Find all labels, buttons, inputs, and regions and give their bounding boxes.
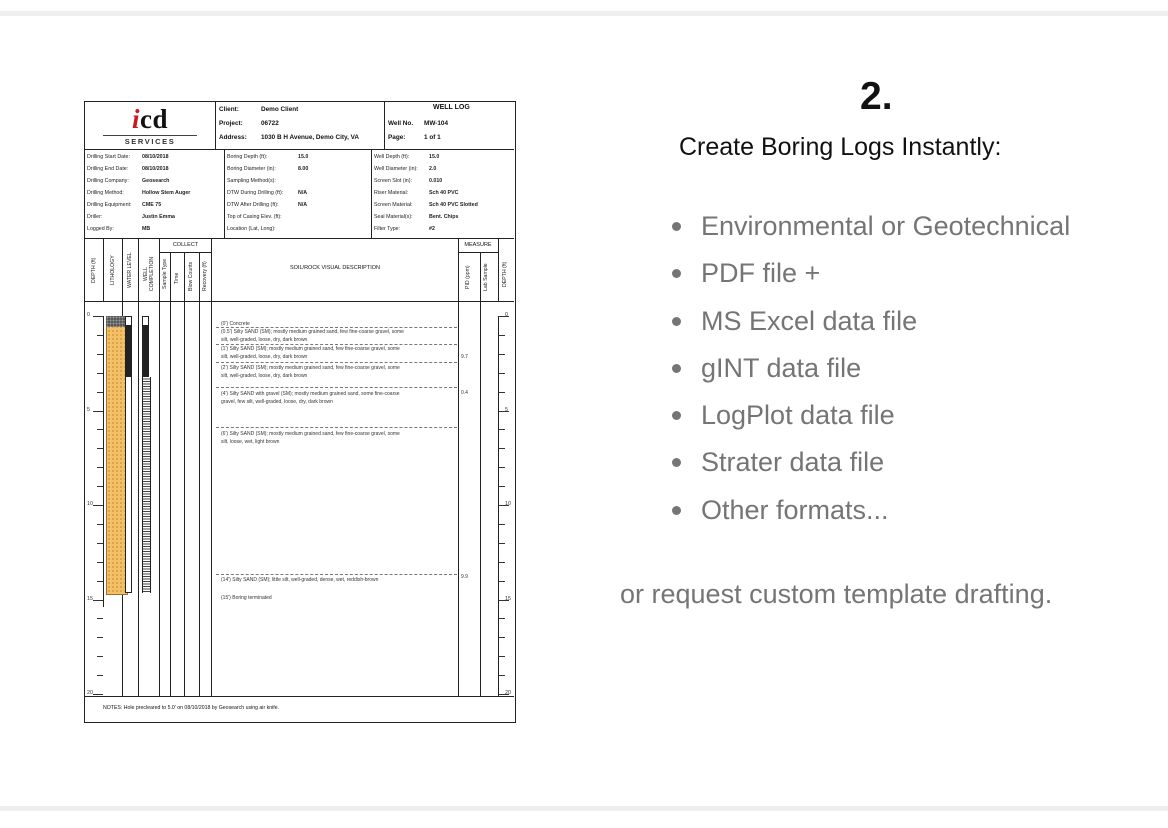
feature-item — [670, 349, 1070, 396]
bullet-icon — [672, 364, 681, 373]
depth-tick — [97, 486, 103, 487]
description-entry — [221, 594, 272, 602]
info-value: Geosearch — [142, 178, 170, 184]
depth-tick — [97, 543, 103, 544]
info-row — [87, 214, 175, 220]
depth-tick — [499, 373, 505, 374]
info-label: Drilling Start Date: — [87, 154, 130, 160]
depth-tick — [499, 543, 505, 544]
depth-tick — [499, 354, 505, 355]
description-entry — [221, 390, 400, 406]
description-line: silt, loose, wet, light brown — [221, 439, 280, 445]
depth-tick — [97, 524, 103, 525]
description-line: (1') Silty SAND (SM); mostly medium grained sand, few fine-coarse gravel, some — [221, 346, 400, 352]
info-label: DTW After Drilling (ft): — [227, 202, 279, 208]
drilling-info-col3 — [372, 150, 514, 238]
lab-sample-header: Lab Sample — [483, 263, 489, 291]
description-entry — [221, 328, 404, 344]
info-row — [87, 178, 170, 184]
drilling-info-col2 — [225, 150, 372, 238]
info-value: 0.010 — [429, 178, 443, 184]
well-completion-header: WELL COMPLETION — [143, 256, 155, 292]
depth-tick — [97, 656, 103, 657]
info-row — [227, 202, 308, 208]
info-label: Sampling Method(s): — [227, 178, 276, 184]
info-value: 15.0 — [429, 154, 440, 160]
description-line: silt, well-graded, loose, dry, dark brown — [221, 354, 308, 360]
info-value: MB — [142, 226, 151, 232]
info-value: 8.00 — [298, 166, 309, 172]
depth-tick-label: 20 — [87, 690, 93, 696]
info-row — [87, 226, 151, 232]
info-label: Drilling Company: — [87, 178, 129, 184]
info-row — [374, 202, 478, 208]
info-value: CME 75 — [142, 202, 162, 208]
depth-tick — [93, 505, 103, 506]
info-label: Driller: — [87, 214, 103, 220]
info-row — [227, 178, 276, 184]
pid-reading: 9.9 — [461, 574, 468, 580]
depth-tick — [499, 637, 505, 638]
seal-right — [143, 325, 148, 377]
info-row — [374, 166, 437, 172]
info-row — [227, 190, 308, 196]
pid-header: PID (ppm) — [465, 265, 471, 289]
description-separator — [216, 427, 457, 428]
seal-left — [126, 325, 131, 377]
description-separator — [216, 574, 457, 575]
bullet-icon — [672, 458, 681, 467]
depth-tick-label: 10 — [87, 501, 93, 507]
headline: Create Boring Logs Instantly: — [679, 133, 1002, 161]
address-value: 1030 B H Avenue, Demo City, VA — [261, 134, 360, 141]
info-row — [374, 178, 443, 184]
depth-tick — [97, 354, 103, 355]
feature-item — [670, 254, 1070, 301]
info-label: Drilling End Date: — [87, 166, 129, 172]
sample-type-header: Sample Type — [162, 258, 168, 289]
info-value: 2.0 — [429, 166, 437, 172]
pid-reading: 9.7 — [461, 354, 468, 360]
info-label: Boring Depth (ft): — [227, 154, 268, 160]
info-row — [227, 166, 309, 172]
logo-subtitle: SERVICES — [124, 137, 176, 146]
collect-header: COLLECT — [172, 242, 199, 248]
info-row — [374, 154, 440, 160]
description-entry — [221, 345, 400, 361]
concrete-lithology — [106, 316, 126, 327]
column-headers — [85, 239, 514, 302]
info-value: Bent. Chips — [429, 214, 459, 220]
info-value: 08/10/2018 — [142, 154, 169, 160]
drilling-info — [85, 150, 514, 239]
description-separator — [216, 344, 457, 345]
well-info — [385, 102, 514, 149]
description-entry — [221, 364, 400, 380]
info-row — [87, 154, 169, 160]
depth-tick — [499, 581, 505, 582]
lithology-header: LITHOLOGY — [110, 255, 116, 285]
depth-tick — [499, 562, 505, 563]
description-separator — [216, 387, 457, 388]
feature-label: Environmental or Geotechnical — [701, 211, 1071, 241]
recovery-header: Recovery (ft) — [202, 261, 208, 291]
description-line: silt, well-graded, loose, dry, dark brown — [221, 373, 308, 379]
depth-tick — [499, 467, 505, 468]
feature-label: PDF file + — [701, 258, 821, 289]
info-row — [87, 190, 191, 196]
depth-tick — [499, 524, 505, 525]
description-line: (14') Silty SAND (SM); little silt, well-graded, dense, wet, reddish-brown — [221, 577, 379, 583]
bullet-icon — [672, 411, 681, 420]
feature-item — [670, 207, 1070, 254]
notes-text: NOTES: Hole precleared to 5.0' on 08/10/2018 by Geosearch using air knife. — [103, 705, 280, 711]
info-label: Riser Material: — [374, 190, 409, 196]
client-info — [216, 102, 385, 149]
bullet-icon — [672, 222, 681, 231]
info-label: Well Depth (ft): — [374, 154, 410, 160]
water-level-header: WATER LEVEL — [127, 252, 133, 288]
log-notes — [85, 696, 514, 722]
depth-tick — [97, 637, 103, 638]
depth-tick — [499, 335, 505, 336]
step-number: 2. — [860, 75, 893, 118]
info-value: Sch 40 PVC — [429, 190, 459, 196]
description-line: (0.5') Silty SAND (SM); mostly medium grained sand, few fine-coarse gravel, some — [221, 329, 404, 335]
depth-tick — [499, 392, 505, 393]
info-label: Drilling Method: — [87, 190, 124, 196]
description-line: (0') Concrete — [221, 321, 250, 327]
depth-tick — [97, 429, 103, 430]
depth-tick — [499, 448, 505, 449]
log-header — [85, 102, 514, 150]
depth-tick-label: 0 — [87, 312, 90, 318]
depth-tick — [499, 675, 505, 676]
info-label: Filter Type: — [374, 226, 401, 232]
info-label: Screen Slot (in): — [374, 178, 412, 184]
well-log-preview — [84, 101, 516, 723]
info-row — [227, 154, 309, 160]
depth-tick-label: 5 — [505, 406, 508, 413]
well-no-value: MW-104 — [424, 120, 449, 127]
description-line: (6') Silty SAND (SM); mostly medium grained sand, few fine-coarse gravel, some — [221, 431, 400, 437]
depth-tick-label: 5 — [87, 406, 90, 413]
log-title: WELL LOG — [433, 104, 470, 111]
feature-label: gINT data file — [701, 352, 862, 383]
depth-tick — [97, 618, 103, 619]
bullet-icon — [672, 269, 681, 278]
info-row — [87, 202, 162, 208]
info-label: Boring Diameter (in): — [227, 166, 276, 172]
description-line: (4') Silty SAND with gravel (SM); mostly medium grained sand, some fine-coarse — [221, 391, 400, 397]
description-separator — [216, 362, 457, 363]
depth-header: DEPTH (ft) — [91, 257, 97, 283]
page-label: Page: — [388, 134, 406, 141]
depth-tick — [97, 448, 103, 449]
project-value: 06722 — [261, 120, 279, 127]
feature-list — [670, 207, 1070, 538]
info-value: Justin Emma — [142, 214, 175, 220]
depth-tick-label: 0 — [505, 312, 508, 318]
bullet-icon — [672, 317, 681, 326]
info-value: N/A — [298, 202, 308, 208]
drilling-info-col1 — [85, 150, 225, 238]
measure-header: MEASURE — [464, 242, 492, 248]
description-line: (2') Silty SAND (SM); mostly medium grained sand, few fine-coarse gravel, some — [221, 365, 400, 371]
info-label: Logged By: — [87, 226, 114, 232]
bullet-icon — [672, 506, 681, 515]
depth-tick — [97, 335, 103, 336]
info-label: DTW During Drilling (ft): — [227, 190, 284, 196]
log-body — [85, 302, 514, 696]
depth-tick-label: 10 — [505, 501, 511, 507]
info-label: Drilling Equipment: — [87, 202, 132, 208]
info-value: 15.0 — [298, 154, 309, 160]
depth-tick — [499, 656, 505, 657]
depth-tick — [97, 373, 103, 374]
well-screen — [142, 377, 151, 593]
feature-item — [670, 491, 1070, 538]
depth-tick — [499, 429, 505, 430]
depth-tick — [499, 618, 505, 619]
feature-item — [670, 302, 1070, 349]
info-value: Hollow Stem Auger — [142, 190, 191, 196]
depth-tick — [97, 467, 103, 468]
feature-label: Other formats... — [701, 494, 889, 525]
info-row — [374, 226, 435, 232]
description-line: gravel, few silt, well-graded, loose, dry, dark brown — [221, 399, 333, 405]
company-logo — [85, 102, 216, 149]
depth-tick — [93, 600, 103, 601]
info-label: Location (Lat, Long): — [227, 226, 276, 232]
description-entry — [221, 576, 378, 584]
depth-tick — [499, 486, 505, 487]
depth-tick — [97, 562, 103, 563]
client-value: Demo Client — [261, 106, 299, 113]
description-entry — [221, 430, 400, 446]
feature-label: Strater data file — [701, 447, 885, 478]
page-value: 1 of 1 — [424, 134, 441, 141]
info-row — [374, 214, 459, 220]
bottom-divider — [0, 806, 1168, 811]
description-line: silt, well-graded, loose, dry, dark brown — [221, 337, 308, 343]
top-divider — [0, 11, 1168, 16]
depth-tick — [97, 581, 103, 582]
pid-reading: 0.4 — [461, 390, 468, 396]
depth-tick — [93, 316, 103, 317]
info-label: Seal Material(s): — [374, 214, 413, 220]
well-no-label: Well No. — [388, 120, 414, 127]
project-label: Project: — [219, 120, 243, 127]
info-row — [227, 214, 282, 220]
info-label: Top of Casing Elev. (ft): — [227, 214, 282, 220]
feature-item — [670, 443, 1070, 490]
info-row — [374, 190, 459, 196]
time-header: Time — [174, 272, 180, 284]
info-value: 08/10/2018 — [142, 166, 169, 172]
description-separator — [216, 327, 457, 328]
depth-tick-label: 20 — [505, 690, 511, 696]
depth-tick — [93, 411, 103, 412]
depth-tick — [93, 694, 103, 695]
info-value: Sch 40 PVC Slotted — [429, 202, 478, 208]
depth-tick — [97, 675, 103, 676]
client-label: Client: — [219, 106, 239, 113]
depth-right-header: DEPTH (ft) — [502, 261, 508, 287]
logo-i: i — [131, 104, 140, 134]
info-label: Screen Material: — [374, 202, 413, 208]
description-line: (15') Boring terminated — [221, 595, 272, 601]
description-header: SOIL/ROCK VISUAL DESCRIPTION — [290, 265, 380, 271]
feature-label: MS Excel data file — [701, 305, 918, 336]
feature-label: LogPlot data file — [701, 400, 895, 431]
custom-template-note: or request custom template drafting. — [620, 579, 1053, 609]
depth-tick-label: 15 — [505, 595, 511, 602]
depth-tick — [97, 392, 103, 393]
info-row — [87, 166, 169, 172]
info-value: #2 — [429, 226, 435, 232]
info-row — [227, 226, 276, 232]
info-label: Well Diameter (in): — [374, 166, 418, 172]
blow-counts-header: Blow Counts — [188, 261, 194, 291]
logo-cd: cd — [140, 104, 168, 134]
address-label: Address: — [219, 134, 247, 141]
info-value: N/A — [298, 190, 308, 196]
feature-item — [670, 396, 1070, 443]
depth-tick-label: 15 — [87, 595, 93, 602]
